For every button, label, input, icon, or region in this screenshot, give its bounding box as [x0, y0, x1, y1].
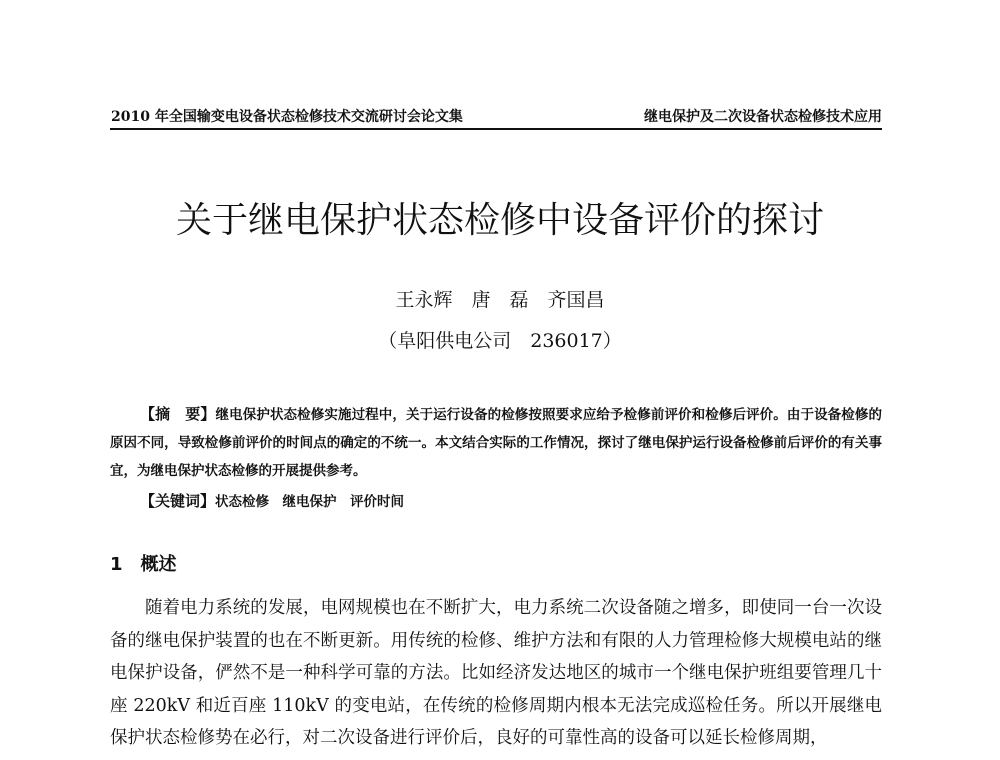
- body-paragraph: 随着电力系统的发展，电网规模也在不断扩大，电力系统二次设备随之增多，即使同一台一次设备的继电保护装置的也在不断更新。用传统的检修、维护方法和有限的人力管理检修大规模电站的继电保护设备，俨然不是一种科学可靠的方法。比如经济发达地区的城市一个继电保护班组要管理几十座 220kV 和近百座 110kV 的变电站，在传统的检修周期内根本无法完成巡检任务。所以开展继电保护状态检修势在必行，对二次设备进行评价后，良好的可靠性高的设备可以延长检修周期，: [110, 598, 882, 748]
- affiliation: （阜阳供电公司 236017）: [378, 330, 622, 352]
- keywords-text: 状态检修 继电保护 评价时间: [215, 494, 405, 510]
- running-header-right: 继电保护及二次设备状态检修技术应用: [644, 109, 882, 125]
- header-rule: [110, 128, 882, 130]
- running-header-left: 2010 年全国输变电设备状态检修技术交流研讨会论文集: [111, 109, 463, 125]
- authors: 王永辉 唐 磊 齐国昌: [395, 289, 605, 311]
- section-heading: 1 概述: [110, 554, 177, 575]
- keywords: [140, 490, 404, 511]
- paper-title: 关于继电保护状态检修中设备评价的探讨: [175, 200, 824, 241]
- abstract: [110, 400, 882, 485]
- keywords-label: 【关键词】: [140, 492, 216, 510]
- abstract-label: 【摘 要】: [140, 405, 216, 423]
- abstract-text: 继电保护状态检修实施过程中，关于运行设备的检修按照要求应给予检修前评价和检修后评价。由于设备检修的原因不同，导致检修前评价的时间点的确定的不统一。本文结合实际的工作情况，探讨了继电保护运行设备检修前后评价的有关事宜，为继电保护状态检修的开展提供参考。: [110, 407, 882, 479]
